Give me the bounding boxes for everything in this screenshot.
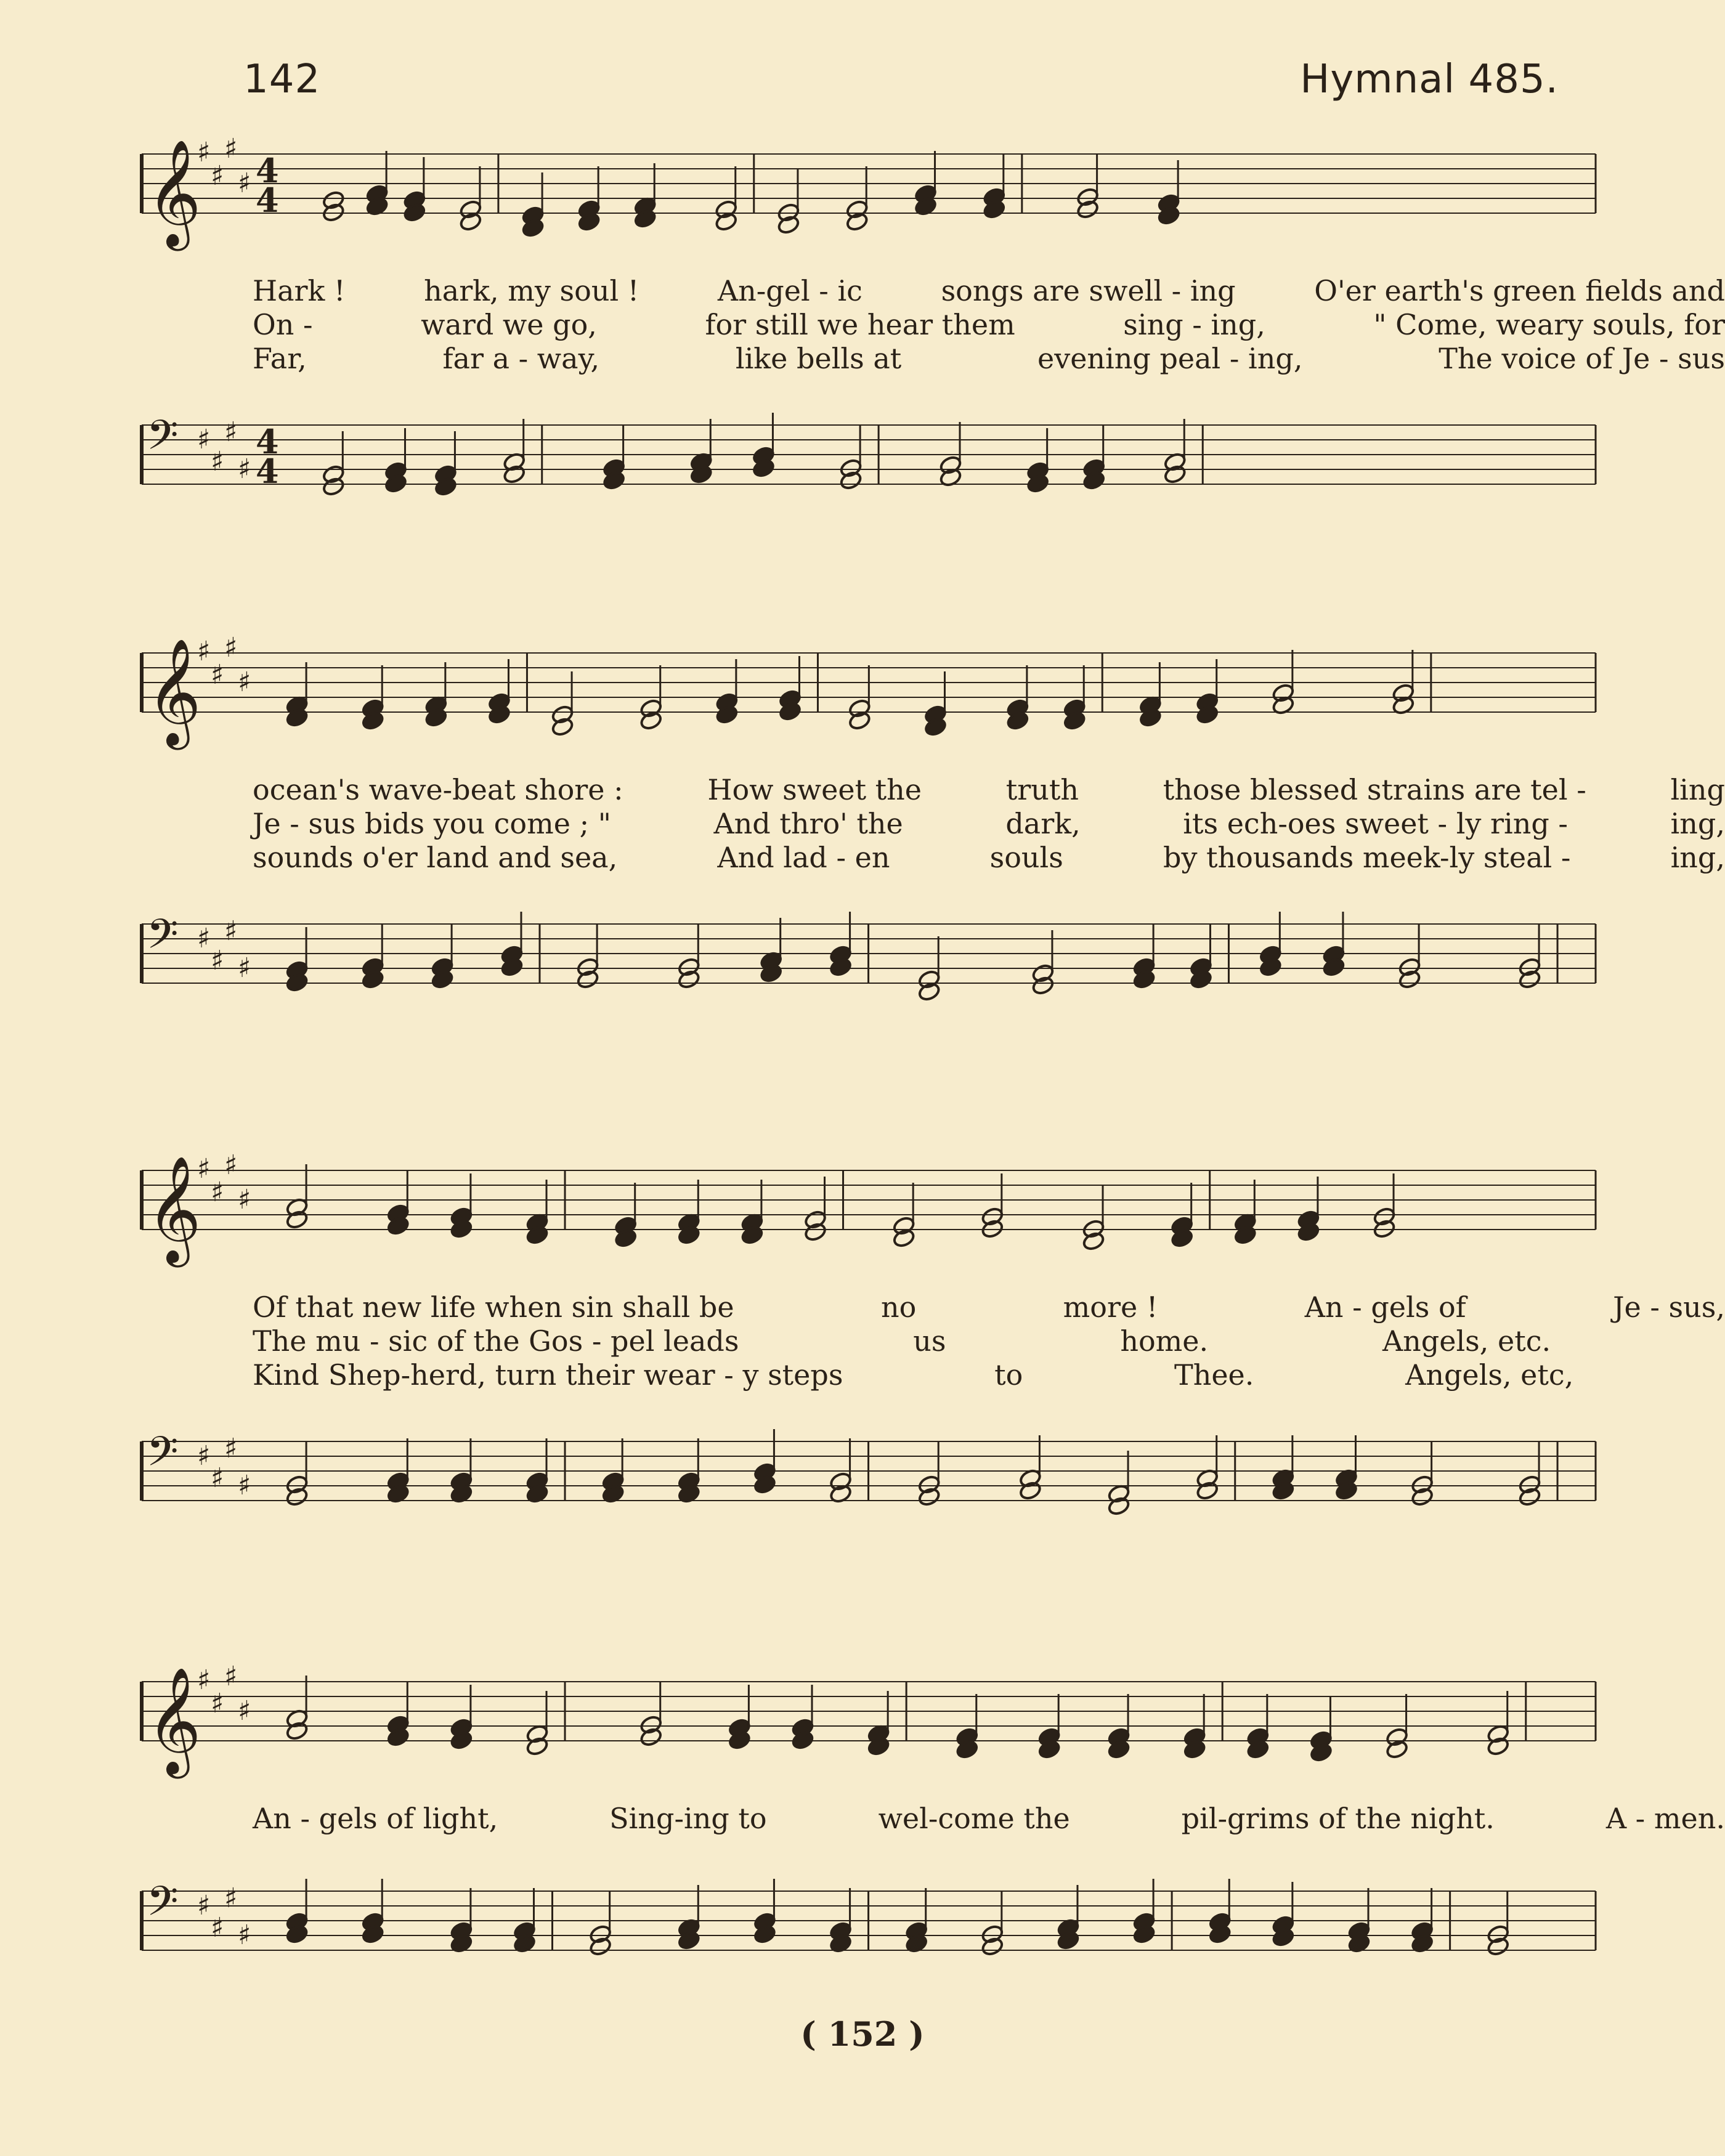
- sharp-icon: ♯: [211, 1688, 224, 1719]
- lyric-word: Angels, etc,: [1405, 1358, 1574, 1392]
- lyric-word: A - men.: [1605, 1802, 1725, 1835]
- treble-clef-icon: 𝄞: [147, 139, 201, 246]
- lyric-word: The voice of Je - sus: [1439, 342, 1725, 375]
- sharp-icon: ♯: [197, 1153, 211, 1185]
- lyric-word: wel-come the: [878, 1802, 1070, 1835]
- lyric-word: like bells at: [735, 342, 902, 375]
- lyric-word: its ech-oes sweet - ly ring -: [1183, 807, 1568, 840]
- verse-1-line: [253, 1291, 1725, 1324]
- lyric-word: An-gel - ic: [717, 274, 862, 307]
- lyric-word: far a - way,: [442, 342, 600, 375]
- lyric-word: dark,: [1005, 807, 1081, 840]
- sharp-icon: ♯: [211, 1462, 224, 1494]
- sharp-icon: ♯: [211, 1177, 224, 1208]
- treble-clef-icon: 𝄞: [147, 638, 201, 745]
- sharp-icon: ♯: [211, 446, 224, 477]
- sharp-icon: ♯: [224, 133, 238, 164]
- sharp-icon: ♯: [224, 416, 238, 448]
- sharp-icon: ♯: [224, 1433, 238, 1464]
- bass-staff-4: [123, 1873, 1602, 1996]
- lyric-word: Hark !: [253, 274, 346, 307]
- sharp-icon: ♯: [197, 1890, 211, 1921]
- lyric-word: An - gels of light,: [253, 1802, 498, 1835]
- bass-staff-2: [123, 906, 1602, 1029]
- sharp-icon: ♯: [224, 632, 238, 663]
- lyric-word: for still we hear them: [705, 308, 1015, 341]
- lyric-word: pil-grims of the night.: [1181, 1802, 1495, 1835]
- lyric-word: An - gels of: [1304, 1291, 1466, 1324]
- sharp-icon: ♯: [197, 424, 211, 455]
- sharp-icon: ♯: [224, 915, 238, 947]
- lyric-word: those blessed strains are tel -: [1163, 773, 1586, 806]
- lyric-word: ward we go,: [421, 308, 597, 341]
- sharp-icon: ♯: [224, 1149, 238, 1181]
- sharp-icon: ♯: [238, 1184, 251, 1215]
- sharp-icon: ♯: [224, 1882, 238, 1914]
- lyric-word: Far,: [253, 342, 307, 375]
- lyric-word: On -: [253, 308, 313, 341]
- lyric-word: And lad - en: [717, 841, 890, 874]
- page-number: ( 152 ): [800, 2014, 925, 2054]
- treble-staff-1: [123, 133, 1602, 259]
- treble-staff-4: [123, 1663, 1602, 1786]
- hymn-number: 142: [243, 57, 321, 102]
- time-signature-bottom: 4: [256, 452, 279, 491]
- verse-3-line: [253, 841, 1725, 875]
- music-system-3: [123, 1149, 1725, 1534]
- lyric-word: truth: [1005, 773, 1079, 806]
- lyric-word: Kind Shep-herd, turn their wear - y steps: [253, 1358, 843, 1392]
- sharp-icon: ♯: [211, 1912, 224, 1943]
- lyric-word: hark, my soul !: [424, 274, 639, 307]
- bass-staff-3: [123, 1423, 1602, 1546]
- lyric-word: sing - ing,: [1123, 308, 1265, 341]
- sharp-icon: ♯: [197, 137, 211, 168]
- music-system-1: [123, 133, 1725, 517]
- lyric-word: no: [880, 1291, 917, 1324]
- lyric-word: more !: [1063, 1291, 1158, 1324]
- sharp-icon: ♯: [211, 659, 224, 691]
- lyric-word: The mu - sic of the Gos - pel leads: [253, 1324, 739, 1358]
- lyric-word: songs are swell - ing: [941, 274, 1236, 307]
- verse-1-line: [253, 274, 1725, 308]
- hymnal-reference: Hymnal 485.: [1300, 57, 1559, 102]
- lyric-word: ocean's wave-beat shore :: [253, 773, 623, 806]
- lyric-word: sounds o'er land and sea,: [253, 841, 618, 874]
- sharp-icon: ♯: [238, 168, 251, 199]
- time-signature-bottom: 4: [256, 180, 279, 220]
- sharp-icon: ♯: [224, 1661, 238, 1692]
- sharp-icon: ♯: [211, 945, 224, 976]
- verse-3-line: [253, 1358, 1725, 1392]
- lyric-word: O'er earth's green fields and: [1314, 274, 1725, 307]
- lyric-word: Of that new life when sin shall be: [253, 1291, 734, 1324]
- sharp-icon: ♯: [238, 1695, 251, 1727]
- sharp-icon: ♯: [197, 1664, 211, 1696]
- lyric-word: Angels, etc.: [1382, 1324, 1551, 1358]
- lyric-word: Sing-ing to: [609, 1802, 767, 1835]
- bass-clef-icon: 𝄢: [147, 910, 179, 968]
- lyric-word: us: [913, 1324, 946, 1358]
- verse-2-line: [253, 308, 1725, 342]
- lyric-word: to: [994, 1358, 1023, 1392]
- sharp-icon: ♯: [211, 160, 224, 192]
- lyric-word: souls: [989, 841, 1063, 874]
- time-signature-top: 4: [256, 151, 279, 190]
- treble-clef-icon: 𝄞: [147, 1667, 201, 1774]
- sharp-icon: ♯: [238, 453, 251, 485]
- lyric-word: Je - sus,: [1613, 1291, 1725, 1324]
- music-system-4: [123, 1661, 1725, 2008]
- lyric-word: ing,: [1670, 807, 1725, 840]
- lyric-word: And thro' the: [713, 807, 903, 840]
- lyric-word: ling: [1670, 773, 1725, 806]
- sharp-icon: ♯: [238, 1919, 251, 1951]
- lyric-word: Thee.: [1174, 1358, 1254, 1392]
- verse-3-line: [253, 342, 1725, 376]
- time-signature-top: 4: [256, 422, 279, 461]
- sharp-icon: ♯: [238, 952, 251, 984]
- bass-clef-icon: 𝄢: [147, 1878, 179, 1935]
- bass-staff-1: [123, 407, 1602, 530]
- lyric-word: home.: [1120, 1324, 1209, 1358]
- verse-1-line: [253, 1802, 1725, 1836]
- treble-staff-3: [123, 1149, 1602, 1275]
- lyric-word: " Come, weary souls, for: [1373, 308, 1725, 341]
- sharp-icon: ♯: [238, 667, 251, 698]
- treble-staff-2: [123, 634, 1602, 758]
- bass-clef-icon: 𝄢: [147, 1428, 179, 1485]
- sharp-icon: ♯: [197, 923, 211, 954]
- verse-1-line: [253, 773, 1725, 807]
- lyric-word: by thousands meek-ly steal -: [1163, 841, 1571, 874]
- lyric-word: Je - sus bids you come ; ": [253, 807, 611, 840]
- lyric-word: evening peal - ing,: [1037, 342, 1303, 375]
- sharp-icon: ♯: [197, 1440, 211, 1472]
- verse-2-line: [253, 807, 1725, 841]
- sharp-icon: ♯: [238, 1470, 251, 1501]
- lyric-word: How sweet the: [707, 773, 922, 806]
- bass-clef-icon: 𝄢: [147, 411, 179, 469]
- verse-2-line: [253, 1324, 1725, 1358]
- lyric-word: ing,: [1670, 841, 1725, 874]
- sharp-icon: ♯: [197, 636, 211, 667]
- music-system-2: [123, 632, 1725, 1016]
- treble-clef-icon: 𝄞: [147, 1156, 201, 1263]
